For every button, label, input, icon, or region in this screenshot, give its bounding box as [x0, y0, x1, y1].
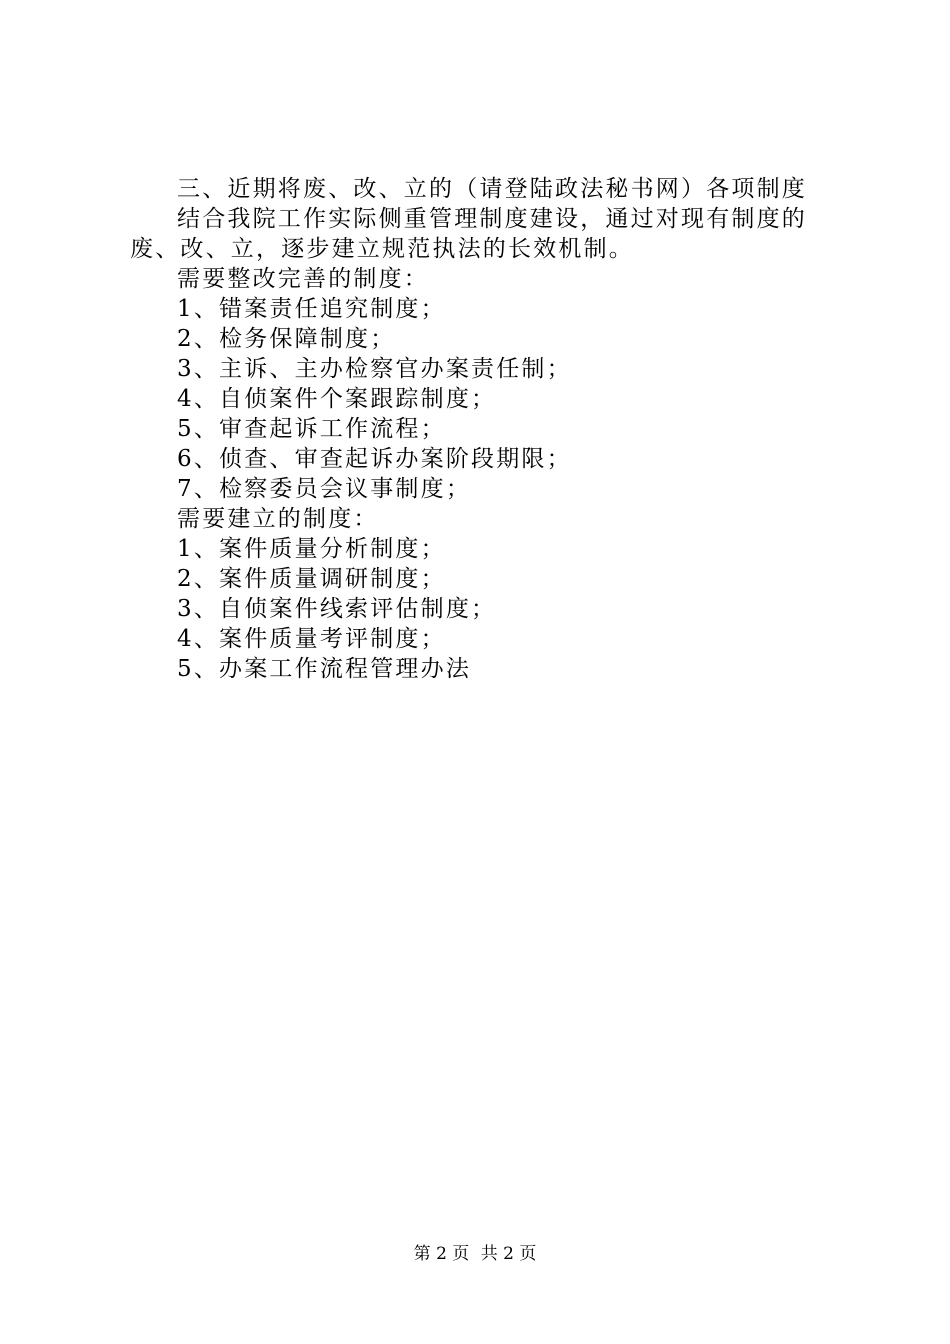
section-heading: 三、近期将废、改、立的（请登陆政法秘书网）各项制度 — [177, 176, 807, 202]
list-item: 3、自侦案件线索评估制度； — [177, 596, 497, 622]
page-number: 第 2 页 — [413, 1244, 470, 1264]
section2-title: 需要建立的制度： — [177, 506, 379, 532]
page-total: 共 2 页 — [480, 1244, 537, 1264]
section1-title: 需要整改完善的制度： — [177, 266, 429, 292]
intro-paragraph: 结合我院工作实际侧重管理制度建设，通过对现有制度的废、改、立，逐步建立规范执法的长效机制。 — [130, 206, 807, 262]
list-item: 1、错案责任追究制度； — [177, 296, 446, 322]
list-item: 1、案件质量分析制度； — [177, 536, 446, 562]
list-item: 4、案件质量考评制度； — [177, 626, 446, 652]
list-item: 2、检务保障制度； — [177, 326, 396, 352]
list-item: 6、侦查、审查起诉办案阶段期限； — [177, 446, 572, 472]
list-item: 2、案件质量调研制度； — [177, 566, 446, 592]
document-body — [130, 174, 842, 684]
list-item: 5、办案工作流程管理办法 — [177, 656, 472, 682]
list-item: 7、检察委员会议事制度； — [177, 476, 472, 502]
list-item: 5、审查起诉工作流程； — [177, 416, 446, 442]
list-item: 3、主诉、主办检察官办案责任制； — [177, 356, 572, 382]
page-footer — [0, 1243, 950, 1265]
list-item: 4、自侦案件个案跟踪制度； — [177, 386, 497, 412]
